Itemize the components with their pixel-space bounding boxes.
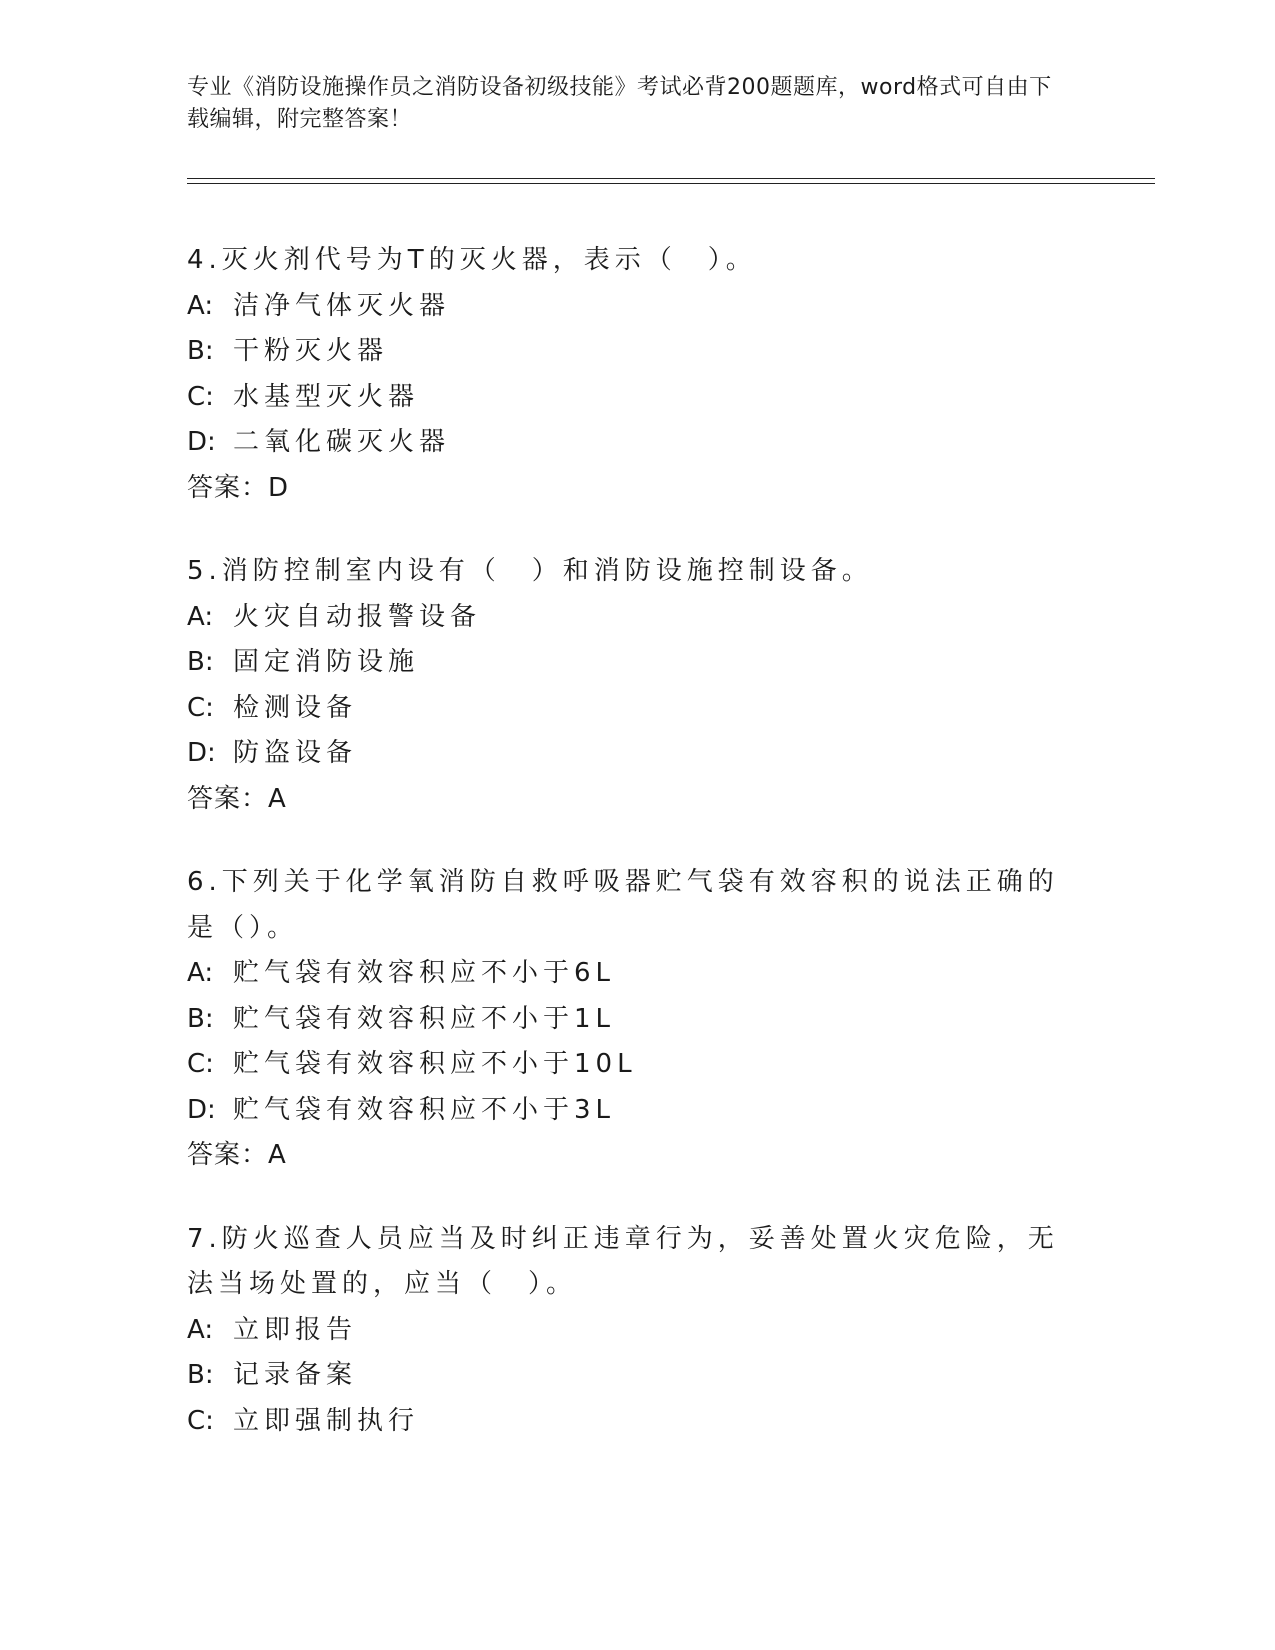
option-letter: A: xyxy=(187,290,214,321)
question-item xyxy=(187,549,1067,822)
answer-line: 答案：A xyxy=(187,783,287,814)
header-divider-top xyxy=(187,178,1155,179)
option-letter: C: xyxy=(187,1049,214,1079)
answer-line: 答案：A xyxy=(187,1140,287,1170)
question-stem: 4.灭火剂代号为T的灭火器，表示（ ）。 xyxy=(187,245,757,275)
question-stem: 6.下列关于化学氧消防自救呼吸器贮气袋有效容积的说法正确的是（）。 xyxy=(187,867,1059,943)
option-c xyxy=(187,1042,1067,1088)
option-text: 贮气袋有效容积应不小于1L xyxy=(233,1003,616,1034)
option-letter: D: xyxy=(187,1094,216,1125)
option-text: 二氧化碳灭火器 xyxy=(233,427,451,457)
option-letter: C: xyxy=(187,381,214,412)
question-item xyxy=(187,860,1067,1179)
option-letter: C: xyxy=(187,1405,214,1436)
option-letter: A: xyxy=(187,1314,214,1345)
option-text: 贮气袋有效容积应不小于10L xyxy=(233,1049,637,1079)
option-d xyxy=(187,1088,1067,1134)
option-b xyxy=(187,997,1067,1043)
document-header: 专业《消防设施操作员之消防设备初级技能》考试必背200题题库，word格式可自由下载编辑，附完整答案！ xyxy=(187,75,1052,132)
option-a xyxy=(187,284,1067,330)
option-d xyxy=(187,731,1067,777)
option-a xyxy=(187,951,1067,997)
option-c xyxy=(187,686,1067,732)
option-b xyxy=(187,640,1067,686)
option-letter: B: xyxy=(187,1360,214,1390)
option-text: 固定消防设施 xyxy=(233,647,420,677)
option-text: 记录备案 xyxy=(233,1360,358,1390)
option-letter: C: xyxy=(187,692,214,723)
option-letter: D: xyxy=(187,738,216,768)
option-letter: A: xyxy=(187,601,214,632)
option-letter: B: xyxy=(187,647,214,677)
option-text: 防盗设备 xyxy=(233,738,358,768)
option-text: 贮气袋有效容积应不小于3L xyxy=(233,1094,616,1125)
option-letter: A: xyxy=(187,958,214,988)
option-text: 火灾自动报警设备 xyxy=(233,601,482,632)
option-c xyxy=(187,1399,1067,1445)
option-a xyxy=(187,1308,1067,1354)
option-text: 立即强制执行 xyxy=(233,1405,420,1436)
option-text: 检测设备 xyxy=(233,692,358,723)
answer-line: 答案：D xyxy=(187,472,290,503)
option-b xyxy=(187,329,1067,375)
header-divider-bottom xyxy=(187,183,1155,184)
option-text: 干粉灭火器 xyxy=(233,336,389,366)
question-list xyxy=(187,238,1067,1482)
question-item xyxy=(187,1217,1067,1445)
option-letter: B: xyxy=(187,336,214,366)
option-text: 贮气袋有效容积应不小于6L xyxy=(233,958,616,988)
question-item xyxy=(187,238,1067,511)
option-b xyxy=(187,1353,1067,1399)
option-text: 立即报告 xyxy=(233,1314,358,1345)
question-stem: 5.消防控制室内设有（ ）和消防设施控制设备。 xyxy=(187,556,873,586)
question-stem: 7.防火巡查人员应当及时纠正违章行为，妥善处置火灾危险，无法当场处置的，应当（ ）。 xyxy=(187,1223,1059,1299)
option-d xyxy=(187,420,1067,466)
option-text: 洁净气体灭火器 xyxy=(233,290,451,321)
option-text: 水基型灭火器 xyxy=(233,381,420,412)
option-letter: B: xyxy=(187,1003,214,1034)
option-letter: D: xyxy=(187,427,216,457)
option-c xyxy=(187,375,1067,421)
option-a xyxy=(187,595,1067,641)
